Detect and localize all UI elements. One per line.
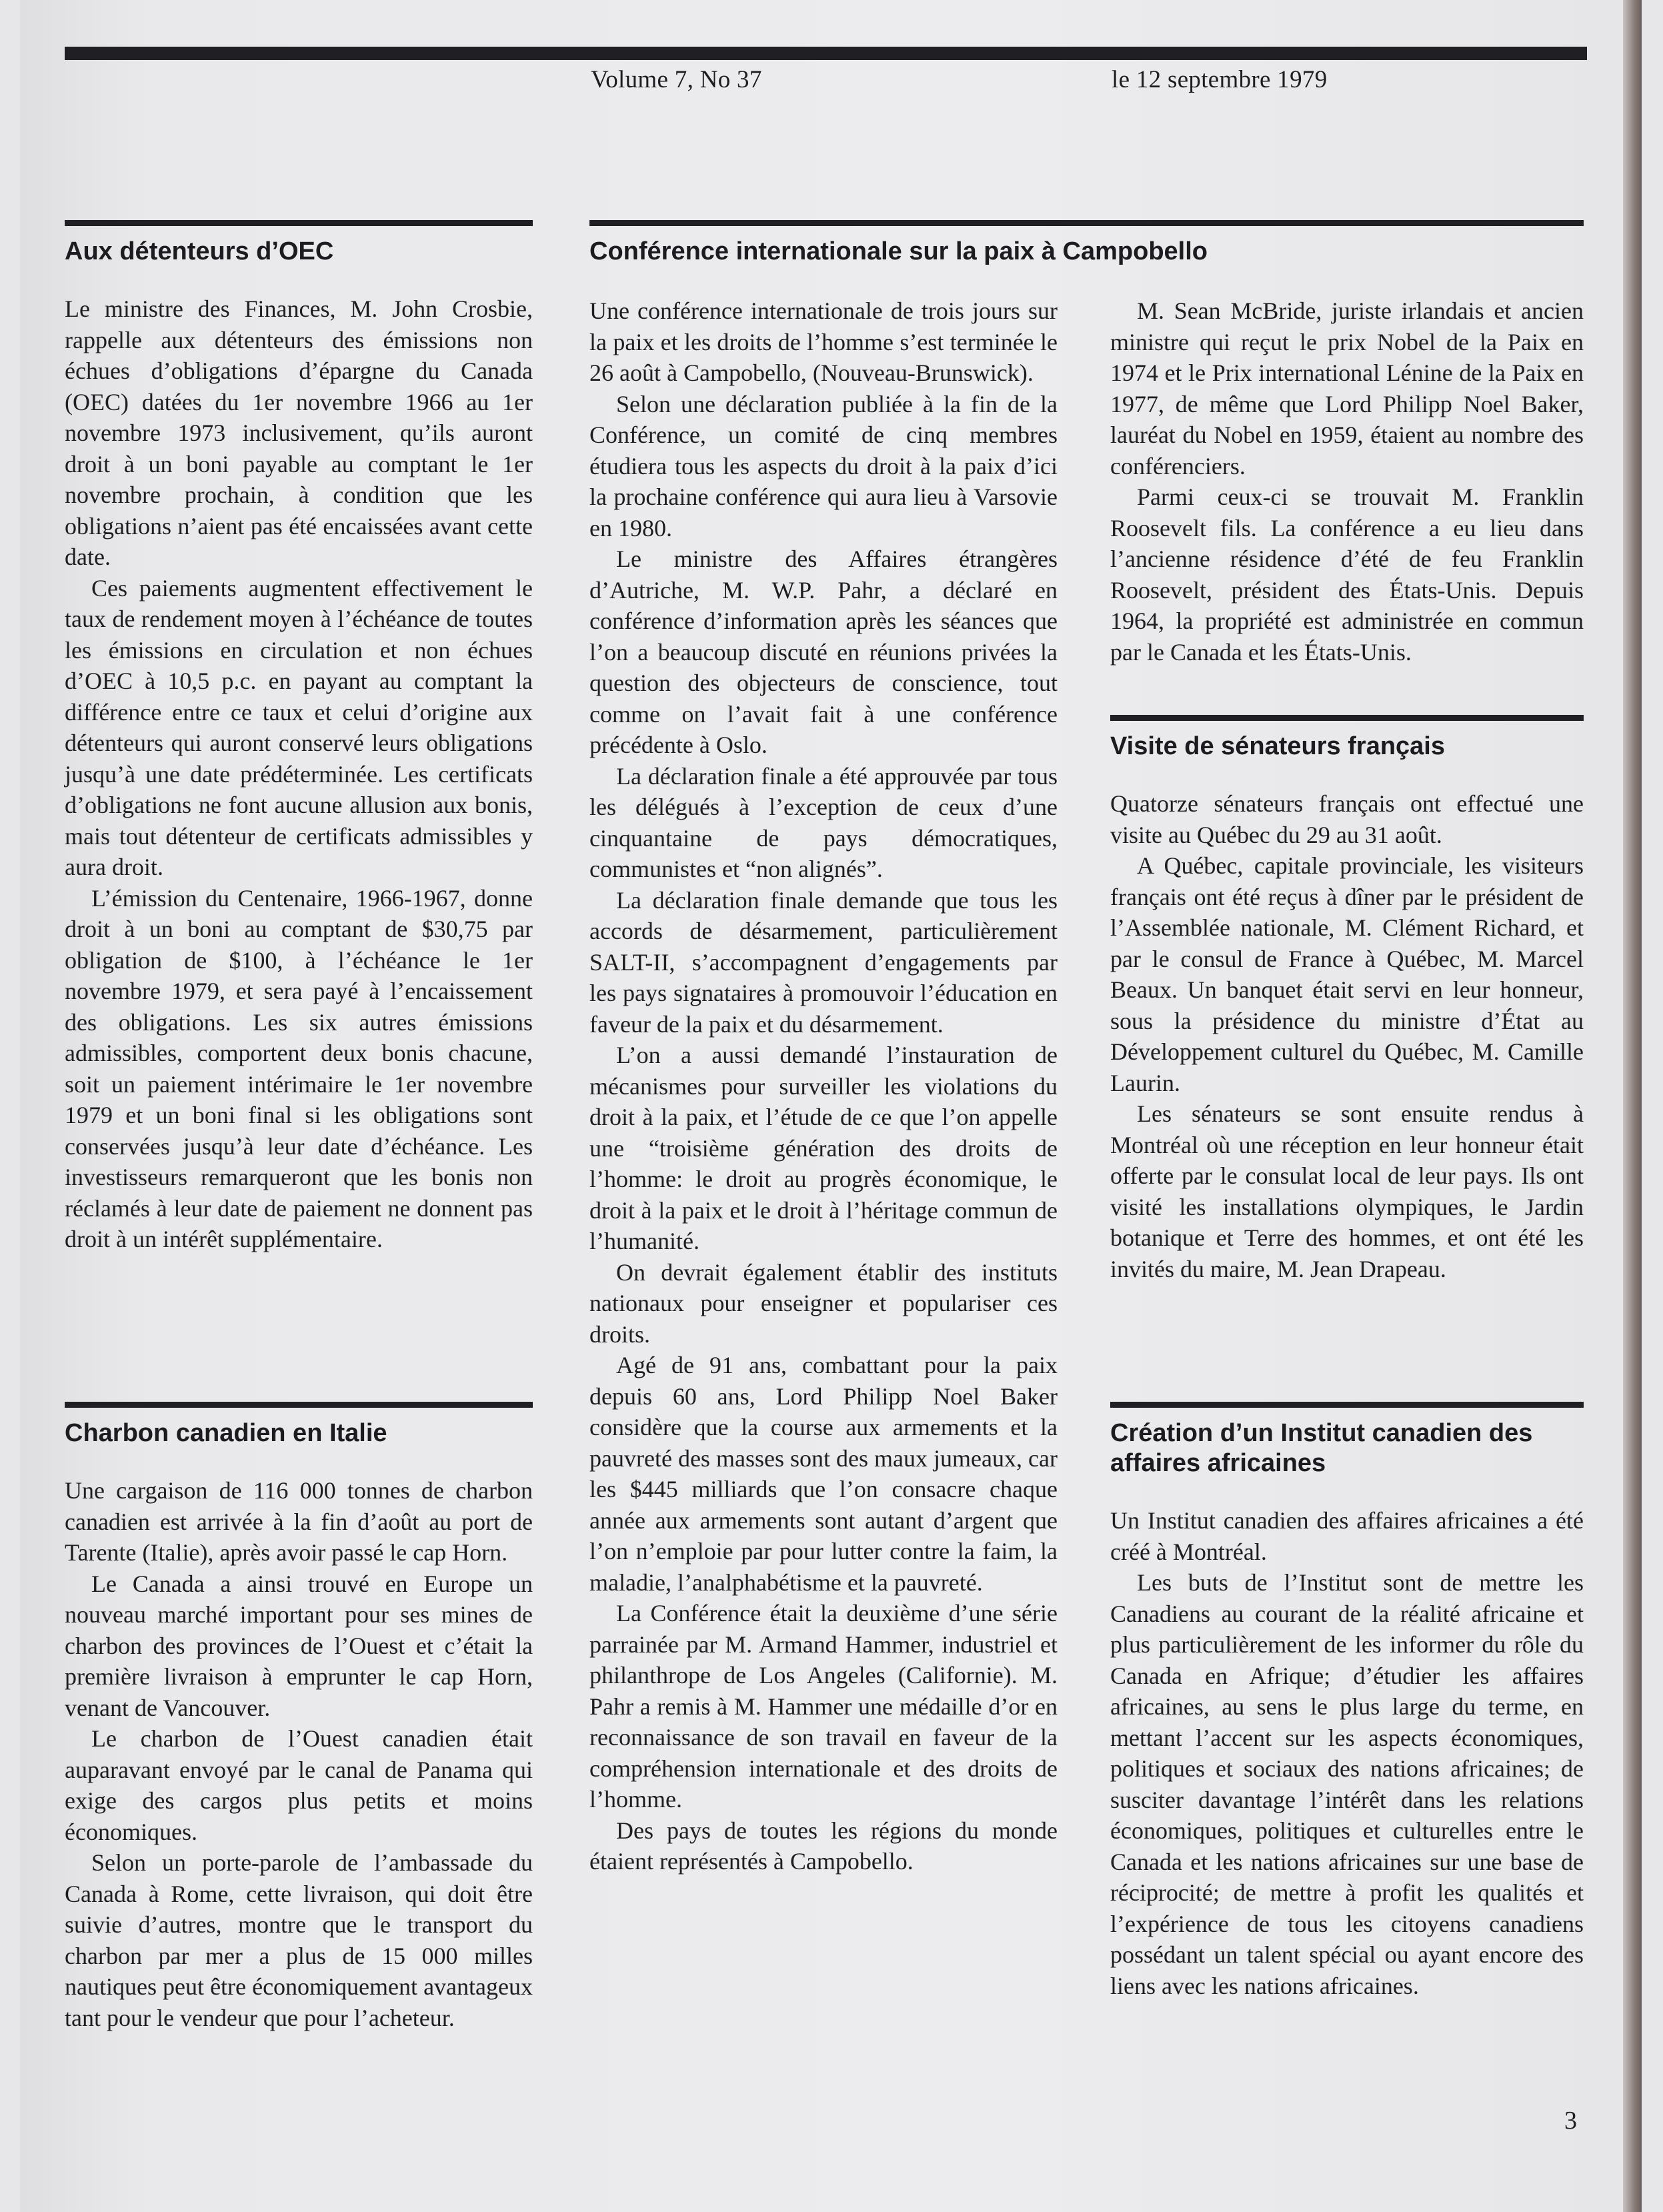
article-heading: Visite de sénateurs français: [1110, 732, 1445, 760]
section-rule: [1110, 1402, 1584, 1408]
section-rule: [65, 220, 533, 226]
article-paragraph: Un Institut canadien des affaires africaines a été créé à Montréal.: [1110, 1507, 1584, 1565]
article-paragraph: L’émission du Centenaire, 1966-1967, donne droit à un boni au comptant de $30,75 par obligation de $100, à l’échéance le 1er novembre 1979, et sera payé à l’encaissement des obligations. Les six autres émissions admissibles, comportent deux bonis chacune, soit un paiement intérimaire le 1er novembre 1979 et un boni final si les obligations sont conservées jusqu’à leur date d’échéance. Les investisseurs remarqueront que les bonis non réclamés à leur date de paiement ne donnent pas droit à un intérêt supplémentaire.: [65, 884, 533, 1252]
article-paragraph: On devrait également établir des instituts nationaux pour enseigner et populariser ces droits.: [589, 1258, 1058, 1348]
page-number: 3: [1564, 2107, 1577, 2135]
issue-number: Volume 7, No 37: [591, 66, 762, 93]
article-paragraph: Selon une déclaration publiée à la fin de la Conférence, un comité de cinq membres étudiera tous les aspects du droit à la paix d’ici la prochaine conférence qui aura lieu à Varsovie en 1980.: [589, 390, 1058, 541]
masthead-rule: [65, 47, 1587, 60]
article-heading: Création d’un Institut canadien des affaires africaines: [1110, 1419, 1533, 1477]
article-paragraph: Le ministre des Affaires étrangères d’Autriche, M. W.P. Pahr, a déclaré en conférence d’information après les séances que l’on a beaucoup discuté en réunions privées la question des objecteurs de conscience, tout comme on l’avait fait à une conférence précédente à Oslo.: [589, 545, 1058, 758]
article-paragraph: M. Sean McBride, juriste irlandais et ancien ministre qui reçut le prix Nobel de la Paix en 1974 et le Prix international Lénine de la Paix en 1977, de même que Lord Philipp Noel Baker, lauréat du Nobel en 1959, étaient au nombre des conférenciers.: [1110, 297, 1584, 479]
article-paragraph: Quatorze sénateurs français ont effectué une visite au Québec du 29 au 31 août.: [1110, 790, 1584, 848]
article-paragraph: A Québec, capitale provinciale, les visiteurs français ont été reçus à dîner par le président de l’Assemblée nationale, M. Clément Richard, et par le consul de France à Québec, M. Marcel Beaux. Un banquet était servi en leur honneur, sous la présidence du ministre d’État au Développement culturel du Québec, M. Camille Laurin.: [1110, 852, 1584, 1096]
article-oec: [65, 220, 533, 1255]
article-heading: Aux détenteurs d’OEC: [65, 237, 334, 265]
article-paragraph: Le charbon de l’Ouest canadien était auparavant envoyé par le canal de Panama qui exige des cargos plus petits et moins économiques.: [65, 1725, 533, 1845]
article-paragraph: Selon un porte-parole de l’ambassade du Canada à Rome, cette livraison, qui doit être suivie d’autres, montre que le transport du charbon par mer a plus de 15 000 milles nautiques peut être économiquement avantageux tant pour le vendeur que pour l’acheteur.: [65, 1849, 533, 2031]
article-paragraph: Les buts de l’Institut sont de mettre les Canadiens au courant de la réalité africaine et plus particulièrement de les informer du rôle du Canada en Afrique; d’étudier les affaires africaines, au sens le plus large du terme, en mettant l’accent sur les aspects économiques, politiques et sociaux des nations africaines; de susciter davantage l’intérêt dans les relations économiques, politiques et culturelles entre le Canada et les nations africaines sur une base de réciprocité; de mettre à profit les qualités et l’expérience de tous les citoyens canadiens possédant un talent spécial ou ayant encore des liens avec les nations africaines.: [1110, 1569, 1584, 1999]
article-senateurs: [1110, 715, 1584, 1284]
article-heading: Charbon canadien en Italie: [65, 1419, 387, 1447]
article-paragraph: Parmi ceux-ci se trouvait M. Franklin Roosevelt fils. La conférence a eu lieu dans l’ancienne résidence d’été de feu Franklin Roosevelt, président des États-Unis. Depuis 1964, la propriété est administrée en commun par le Canada et les États-Unis.: [1110, 483, 1584, 666]
article-campobello-col-a: [589, 295, 1058, 1877]
article-paragraph: La Conférence était la deuxième d’une série parrainée par M. Armand Hammer, industriel et philanthrope de Los Angeles (Californie). M. Pahr a remis à M. Hammer une médaille d’or en reconnaissance de son travail en faveur de la compréhension internationale et des droits de l’homme.: [589, 1600, 1058, 1813]
article-heading: Conférence internationale sur la paix à Campobello: [589, 237, 1208, 265]
article-campobello-col-b: [1110, 295, 1584, 668]
section-rule: [1110, 715, 1584, 721]
article-paragraph: L’on a aussi demandé l’instauration de mécanismes pour surveiller les violations du droit à la paix, et l’étude de ce que l’on appelle une “troisième génération des droits de l’homme: le droit au progrès économique, le droit à la paix et le droit à l’héritage commun de l’humanité.: [589, 1042, 1058, 1254]
section-rule: [65, 1402, 533, 1408]
article-paragraph: Une conférence internationale de trois jours sur la paix et les droits de l’homme s’est terminée le 26 août à Campobello, (Nouveau-Brunswick).: [589, 297, 1058, 386]
article-paragraph: La déclaration finale a été approuvée par tous les délégués à l’exception de ceux d’une cinquantaine de pays démocratiques, communistes et “non alignés”.: [589, 762, 1058, 882]
section-rule: [589, 220, 1584, 226]
article-paragraph: Le Canada a ainsi trouvé en Europe un nouveau marché important pour ses mines de charbon des provinces de l’Ouest et c’était la première livraison à emprunter le cap Horn, venant de Vancouver.: [65, 1570, 533, 1721]
article-paragraph: Le ministre des Finances, M. John Crosbie, rappelle aux détenteurs des émissions non échues d’obligations d’épargne du Canada (OEC) datées du 1er novembre 1966 au 1er novembre 1973 inclusivement, qu’ils auront droit à un boni payable au comptant le 1er novembre prochain, à condition que les obligations n’aient pas été encaissées avant cette date.: [65, 295, 533, 570]
article-paragraph: Une cargaison de 116 000 tonnes de charbon canadien est arrivée à la fin d’août au port de Tarente (Italie), après avoir passé le cap Horn.: [65, 1477, 533, 1566]
page-edge: [1623, 0, 1642, 2212]
article-campobello-header: [589, 220, 1584, 293]
article-paragraph: La déclaration finale demande que tous les accords de désarmement, particulièrement SALT-II, s’accompagnent d’engagements par les pays signataires à promouvoir l’éducation en faveur de la paix et du désarmement.: [589, 886, 1058, 1038]
article-institut: [1110, 1402, 1584, 2001]
article-paragraph: Agé de 91 ans, combattant pour la paix depuis 60 ans, Lord Philipp Noel Baker considère que la course aux armements et la pauvreté des masses sont des maux jumeaux, car les $445 milliards que l’on consacre chaque année aux armements sont autant d’argent que l’on n’emploie par pour lutter contre la faim, la maladie, l’analphabétisme et la pauvreté.: [589, 1352, 1058, 1596]
article-paragraph: Les sénateurs se sont ensuite rendus à Montréal où une réception en leur honneur était offerte par le consulat local de leur pays. Ils ont visité les installations olympiques, le Jardin botanique et Terre des hommes, et ont été les invités du maire, M. Jean Drapeau.: [1110, 1100, 1584, 1282]
article-paragraph: Des pays de toutes les régions du monde étaient représentés à Campobello.: [589, 1817, 1058, 1875]
article-paragraph: Ces paiements augmentent effectivement le taux de rendement moyen à l’échéance de toutes les émissions en circulation et non échues d’OEC à 10,5 p.c. en payant au comptant la différence entre ce taux et celui d’origine aux détenteurs qui auront conservé leurs obligations jusqu’à une date prédéterminée. Les certificats d’obligations ne font aucune allusion aux bonis, mais tout détenteur de certificats admissibles y aura droit.: [65, 574, 533, 880]
article-charbon: [65, 1402, 533, 2033]
issue-date: le 12 septembre 1979: [1112, 66, 1328, 93]
